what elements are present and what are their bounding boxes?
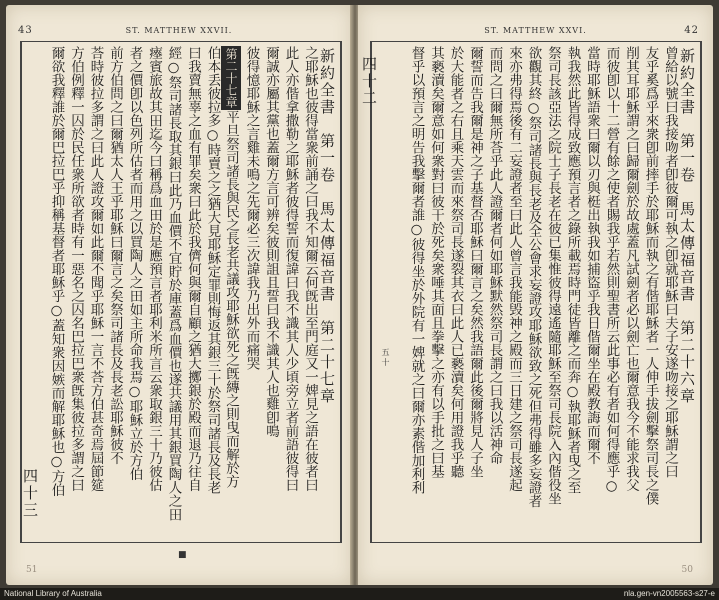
left-text-column: 爾欲我釋誰於爾巴拉巴乎抑稱基督者耶穌乎○蓋知衆因嫉而解耶穌也○方伯 — [48, 46, 65, 497]
right-text-column: 而問之曰爾無所荅乎此人證爾者何如耶穌默然祭司長謂之曰我以活神命 — [486, 46, 503, 465]
left-text-column: 者之價卽以色列所估者而用之以買陶人之田如主所命我焉○耶穌立於方伯 — [126, 46, 143, 481]
left-page — [6, 5, 352, 585]
left-text-frame — [20, 41, 342, 543]
left-text-column: 前方伯問之曰爾猶太人王乎耶穌曰爾言之矣祭司諸長及長老訟耶穌彼不 — [107, 46, 123, 465]
right-text-column: 削其耳耶穌謂之曰歸爾劍於故處蓋凡試劍者必以劍亡也爾意我今不能求我父 — [623, 46, 639, 492]
right-pencil-mark: 50 — [681, 565, 693, 575]
left-running-head: ST. MATTHEW XXVII. — [125, 26, 233, 35]
left-pencil-mark: 51 — [26, 565, 38, 575]
right-text-frame — [360, 41, 702, 543]
chapter-heading-badge: 第二十七章 — [221, 46, 241, 110]
right-text-column: 而彼卽以十二營有餘之使者賜我乎若然則聖書所云此事必有者如何得應乎○ — [603, 46, 620, 494]
left-text-column: 此人亦偕拿撒勒之耶穌者彼得誓而復諱曰我不識其人少頃旁立者前語彼得曰 — [282, 46, 299, 492]
left-margin-outer — [319, 42, 341, 542]
left-margin-inner — [21, 42, 43, 542]
footer-bar — [0, 588, 719, 600]
right-columns — [406, 42, 701, 542]
left-text-column: 曰我賣無辜之血有罪矣衆曰此於我儕何與爾自顧之猶大擲銀於殿而退乃往自 — [185, 46, 201, 492]
right-text-column: 來亦弗得焉後有二妄證者至曰此人曾言我能毁神之殿而三日建之祭司長遂起 — [506, 46, 522, 492]
right-margin-outer — [679, 42, 701, 542]
right-text-column: 曾給以號曰我接吻者卽彼爾可執之卽就耶穌曰夫子安遂吻接之耶穌謂之曰 — [662, 46, 678, 478]
right-text-column: 當時耶穌語衆曰爾以刃與梃出執我如捕盜乎我日偕爾坐在殿教誨而爾不 — [584, 46, 600, 465]
left-text-column: 彼得憶耶穌之言雞未鳴之先爾必三次諱我乃出外而痛哭 — [243, 46, 260, 370]
right-text-column: 於大能者之右且乘天雲而來祭司長遂裂其衣曰此人已褻瀆矣何用證我乎聽 — [447, 46, 464, 478]
left-text-column: 方伯例釋一囚於民任衆所欲者時有一惡名之囚名巴拉巴衆旣集彼拉多謂之曰 — [68, 46, 84, 492]
left-text-column: 經○祭司諸長取其銀曰此乃血價不宜貯於庫蓋爲血價也遂共議用其銀買陶人之田 — [165, 46, 182, 521]
right-text-column: 督乎以預言之明告我擊爾者誰○彼得坐於外院有一婢就之曰爾亦素偕加利利 — [408, 46, 425, 494]
right-text-column: 執我然此皆得成致應預言者之錄所載焉時門徒皆離之而奔○執耶穌者曳之至 — [564, 46, 581, 494]
right-margin-inner-text: 四十二 — [360, 56, 378, 107]
left-text-column: 第二十七章平旦祭司諸長與民之長老共議攻耶穌欲死之旣縳之則曳而解於方 — [223, 48, 239, 488]
right-text-column: 其褻瀆矣爾意如何衆對曰彼干於死矣衆唾其面且拳擊之亦有以手批之曰基 — [428, 46, 444, 478]
right-header — [358, 25, 713, 39]
right-text-column: 友乎奚爲乎來衆卽前摔手於耶穌而執之有偕耶穌者一人伸手拔劍擊祭司長之僕 — [642, 46, 659, 505]
right-margin-inner — [360, 42, 393, 542]
right-verse-note: 五十 — [381, 348, 390, 368]
right-page — [358, 5, 713, 585]
left-margin-outer-text: 新約全書 第一卷 馬太傳福音書 第二十七章 — [318, 48, 336, 405]
right-text-column: 欲觀其終○祭司諸長與長老及全公會求妄證攻耶穌欲致之死但弗得雖多妄證者 — [525, 46, 542, 508]
right-running-head: ST. MATTHEW XXVI. — [484, 26, 587, 35]
left-text-column: 爾誠亦屬其黨也蓋爾方言可辨矣彼則詛且誓曰我不識其人也雞卽鳴 — [263, 46, 279, 438]
left-text-column: 之耶穌也彼得當衆前誦之曰我不知爾云何旣出至門庭又一婢見之語在彼者曰 — [302, 46, 318, 492]
left-columns — [46, 42, 341, 542]
right-margin-outer-text: 新約全書 第一卷 馬太傳福音書 第二十六章 — [678, 48, 696, 405]
right-page-number: 42 — [684, 25, 699, 36]
right-text-column: 爾誓而告我爾是神之子基督否耶穌曰爾言之矣然我語爾此後爾將見人子坐 — [467, 46, 483, 478]
left-text-column: 伯本丢彼拉多○時賣之之猶大見耶穌定罪則悔返其銀三十於祭司諸長及長老 — [204, 46, 221, 494]
left-header — [6, 25, 352, 39]
left-text-column: 瘞賓旅故其田迄今曰稱爲血田於是應預言者耶利米所言云衆取銀三十乃彼估 — [146, 46, 162, 492]
footer-left: National Library of Australia — [4, 589, 102, 598]
left-margin-inner-text: 四十三 — [21, 468, 39, 519]
ink-mark-icon: ■ — [178, 550, 187, 560]
footer-right: nla.gen-vn2005563-s27-e — [623, 589, 715, 598]
left-page-number: 43 — [18, 25, 33, 36]
left-text-column: 荅時彼拉多謂之曰此人證攻爾如此爾不聞乎耶穌一言不荅方伯甚奇焉屆節筵 — [87, 46, 104, 492]
right-text-column: 祭司長該亞法之院士子長老在彼已集惟彼得遠遙隨耶穌至祭司長院入內偕役坐 — [545, 46, 561, 505]
